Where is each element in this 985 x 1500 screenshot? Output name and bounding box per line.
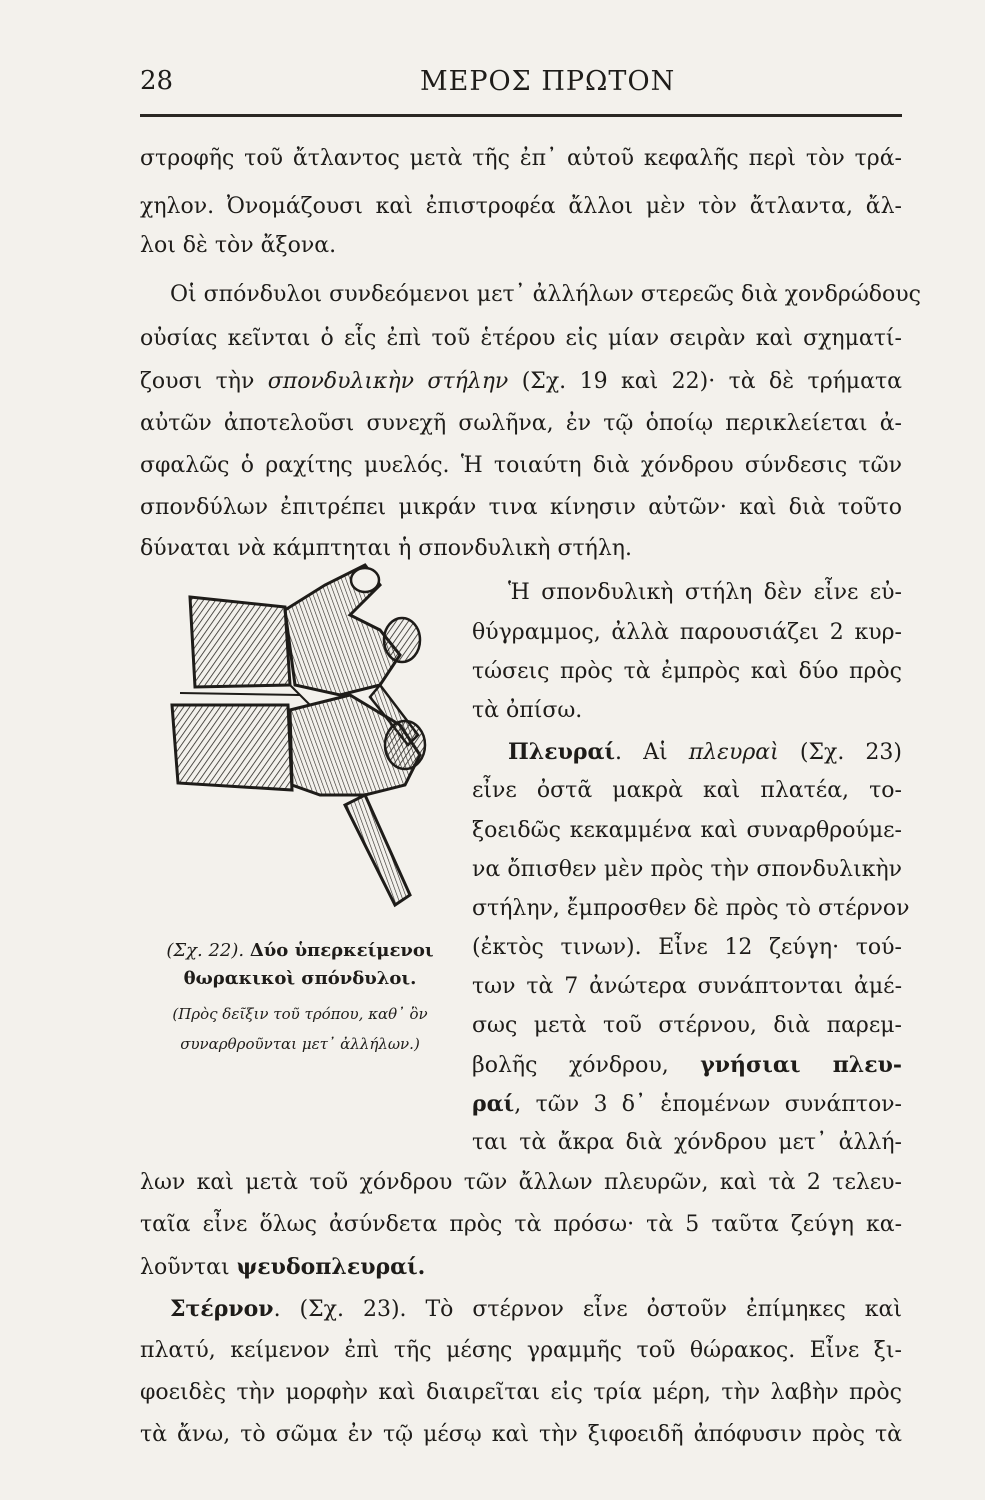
figure-caption-label: (Σχ. 22). Δύο ὑπερκείμενοι [166, 940, 434, 961]
text-line: φοειδὲς τὴν μορφὴν καὶ διαιρεῖται εἰς τρία μέρη, τὴν λαβὴν πρὸς [140, 1380, 902, 1405]
text-line: σως μετὰ τοῦ στέρνου, διὰ παρεμ- [472, 1013, 902, 1038]
text-line: ξοειδῶς κεκαμμένα καὶ συναρθρούμε- [472, 818, 902, 843]
text-line: ραί, τῶν 3 δ᾽ ἑπομένων συνάπτον- [472, 1091, 902, 1117]
text-line: δύναται νὰ κάμπτηται ἡ σπονδυλικὴ στήλη. [140, 536, 632, 561]
term-spinal-column: σπονδυλικὴν στήλην [267, 369, 509, 394]
text-line: ζουσι τὴν σπονδυλικὴν στήλην (Σχ. 19 καὶ 22)· τὰ δὲ τρήματα [140, 369, 902, 394]
text-line: ται τὰ ἄκρα διὰ χόνδρου μετ᾽ ἀλλή- [472, 1130, 902, 1155]
heading-ribs: Πλευραί [508, 739, 616, 765]
page-number: 28 [140, 66, 174, 96]
figure-caption-note: συναρθροῦνται μετ᾽ ἀλλήλων.) [180, 1035, 420, 1053]
term-true-ribs: γνήσιαι πλευ- [700, 1052, 903, 1078]
text-line: των τὰ 7 ἀνώτερα συνάπτονται ἀμέ- [472, 974, 902, 999]
text-line: τώσεις πρὸς τὰ ἐμπρὸς καὶ δύο πρὸς [472, 659, 902, 684]
text-line: σφαλῶς ὁ ραχίτης μυελός. Ἡ τοιαύτη διὰ χόνδρου σύνδεσις τῶν [140, 453, 902, 478]
text-line: λοι δὲ τὸν ἄξονα. [140, 233, 337, 258]
text-line: Πλευραί. Αἱ πλευραὶ (Σχ. 23) [508, 739, 903, 765]
header-rule [140, 114, 902, 117]
figure-caption-title: θωρακικοὶ σπόνδυλοι. [183, 968, 417, 989]
text-line: εἶνε ὀστᾶ μακρὰ καὶ πλατέα, το- [472, 778, 902, 803]
text-line: τὰ ἄνω, τὸ σῶμα ἐν τῷ μέσῳ καὶ τὴν ξιφοειδῆ ἀπόφυσιν πρὸς τὰ [140, 1422, 902, 1447]
text-line: θύγραμμος, ἀλλὰ παρουσιάζει 2 κυρ- [472, 620, 902, 645]
text-line: βολῆς χόνδρου, γνήσιαι πλευ- [472, 1052, 903, 1078]
text-line: οὐσίας κεῖνται ὁ εἷς ἐπὶ τοῦ ἑτέρου εἰς μίαν σειρὰν καὶ σχηματί- [140, 326, 902, 351]
text-line: τὰ ὀπίσω. [472, 698, 583, 723]
text-line: λων καὶ μετὰ τοῦ χόνδρου τῶν ἄλλων πλευρῶν, καὶ τὰ 2 τελευ- [140, 1170, 902, 1195]
text-line: αὐτῶν ἀποτελοῦσι συνεχῆ σωλῆνα, ἐν τῷ ὁποίῳ περικλείεται ἀ- [140, 411, 902, 436]
text-line: Οἱ σπόνδυλοι συνδεόμενοι μετ᾽ ἀλλήλων στερεῶς διὰ χονδρώδους [170, 282, 921, 307]
text-line: λοῦνται ψευδοπλευραί. [140, 1254, 426, 1280]
text-line: Ἡ σπονδυλικὴ στήλη δὲν εἶνε εὐ- [508, 580, 902, 605]
text-line: (ἐκτὸς τινων). Εἶνε 12 ζεύγη· τού- [472, 935, 902, 960]
text-line: πλατύ, κείμενον ἐπὶ τῆς μέσης γραμμῆς τοῦ θώρακος. Εἶνε ξι- [140, 1338, 902, 1363]
text-line: στήλην, ἔμπροσθεν δὲ πρὸς τὸ στέρνον [472, 896, 910, 921]
text-line: να ὄπισθεν μὲν πρὸς τὴν σπονδυλικὴν [472, 857, 902, 882]
text-line: ταῖα εἶνε ὅλως ἀσύνδετα πρὸς τὰ πρόσω· τὰ 5 ταῦτα ζεύγη κα- [140, 1212, 902, 1237]
vertebrae-illustration [150, 545, 460, 925]
text-line: σπονδύλων ἐπιτρέπει μικράν τινα κίνησιν αὐτῶν· καὶ διὰ τοῦτο [140, 495, 902, 520]
figure-caption-note: (Πρὸς δεῖξιν τοῦ τρόπου, καθ᾽ ὃν [172, 1005, 428, 1023]
text-line: στροφῆς τοῦ ἄτλαντος μετὰ τῆς ἐπ᾽ αὐτοῦ κεφαλῆς περὶ τὸν τρά- [140, 146, 902, 171]
text-line: χηλον. Ὀνομάζουσι καὶ ἐπιστροφέα ἄλλοι μὲν τὸν ἄτλαντα, ἄλ- [140, 194, 902, 219]
text-line: Στέρνον. (Σχ. 23). Τὸ στέρνον εἶνε ὀστοῦν ἐπίμηκες καὶ [170, 1296, 902, 1322]
term-false-ribs: ψευδοπλευραί. [236, 1254, 426, 1280]
heading-sternum: Στέρνον [170, 1296, 274, 1322]
running-title: ΜΕΡΟΣ ΠΡΩΤΟΝ [420, 66, 676, 97]
